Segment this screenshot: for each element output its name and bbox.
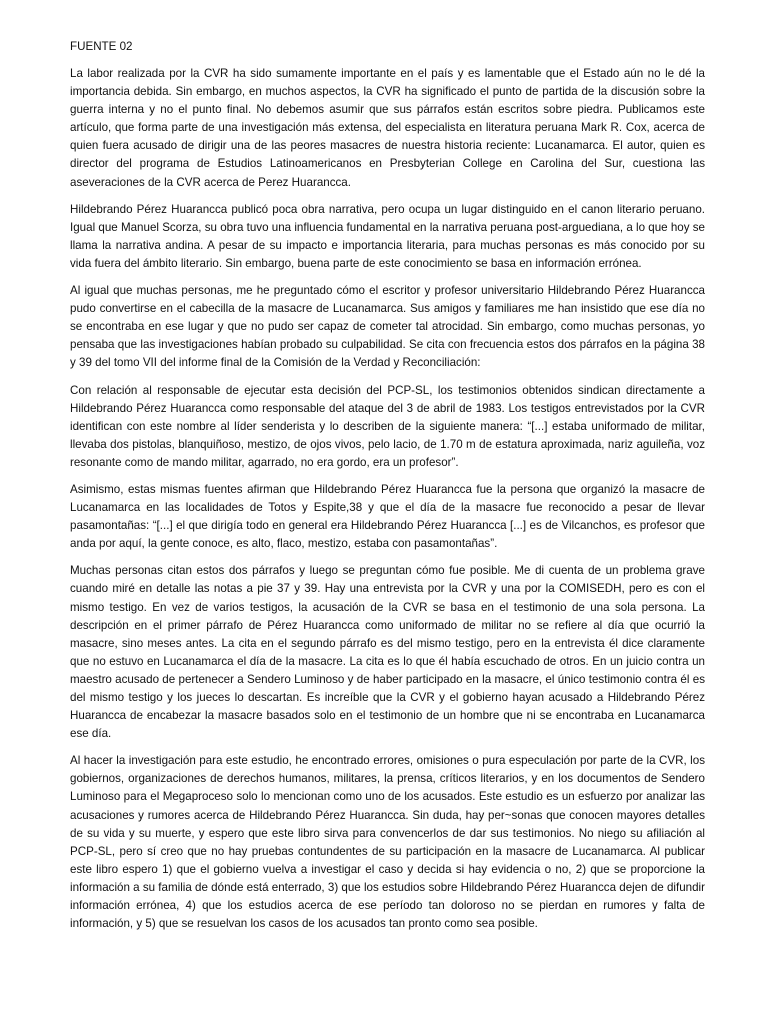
- paragraph-cvr-quote-2: Asimismo, estas mismas fuentes afirman que Hildebrando Pérez Huarancca fue la persona que organizó la masacre de Lucanamarca en las localidades de Totos y Espite,38 y que el día de la masacre fue reconocido a pesar de llevar pasamontañas: “[...] el que dirigía todo en general era Hildebrando Pérez Huarancca [...] es de Vilcanchos, es profesor que anda por aquí, la gente conoce, es alto, flaco, mestizo, estaba con pasamontañas”.: [70, 482, 705, 551]
- paragraph-intro: La labor realizada por la CVR ha sido sumamente importante en el país y es lamentable que el Estado aún no le dé la importancia debida. Sin embargo, en muchos aspectos, la CVR ha significado el punto de partida de la discusión sobre la guerra interna y no el punto final. No debemos asumir que sus párrafos están escritos sobre piedra. Publicamos este artículo, que forma parte de una investigación más extensa, del especialista en literatura peruana Mark R. Cox, acerca de quien fuera acusado de dirigir una de las peores masacres de nuestra historia reciente: Lucanamarca. El autor, quien es director del programa de Estudios Latinoamericanos en Presbyterian College en Carolina del Sur, cuestiona las aseveraciones de la CVR acerca de Perez Huarancca.: [70, 67, 705, 189]
- paragraph-author-overview: Hildebrando Pérez Huarancca publicó poca obra narrativa, pero ocupa un lugar distinguido en el canon literario peruano. Igual que Manuel Scorza, su obra tuvo una influencia fundamental en la narrativa peruana post-arguediana, a lo que hoy se llama la narrativa andina. A pesar de su impacto e importancia literaria, para muchas personas es más conocido por su vida fuera del ámbito literario. Sin embargo, buena parte de este conocimiento se basa en información errónea.: [70, 202, 705, 270]
- document-page: [70, 38, 705, 942]
- paragraph-question: Al igual que muchas personas, me he preguntado cómo el escritor y profesor universitario Hildebrando Pérez Huarancca pudo convertirse en el cabecilla de la masacre de Lucanamarca. Sus amigos y familiares me han insistido que ese día no se encontraba en ese lugar y que no pudo ser capaz de cometer tal atrocidad. Sin embargo, como muchas personas, yo pensaba que las investigaciones habían probado su culpabilidad. Se cita con frecuencia estos dos párrafos en la página 38 y 39 del tomo VII del informe final de la Comisión de la Verdad y Reconciliación:: [70, 284, 705, 370]
- paragraph-conclusion: Al hacer la investigación para este estudio, he encontrado errores, omisiones o pura especulación por parte de la CVR, los gobiernos, organizaciones de derechos humanos, militares, la prensa, críticos literarios, y en los documentos de Sendero Luminoso para el Megaproceso solo lo mencionan como uno de los acusados. Este estudio es un esfuerzo por analizar las acusaciones y rumores acerca de Hildebrando Pérez Huarancca. Sin duda, hay per~sonas que conocen mayores detalles de su vida y su muerte, y espero que este libro sirva para convencerlos de dar sus testimonios. No niego su afiliación al PCP-SL, pero sí creo que no hay pruebas contundentes de su participación en la masacre de Lucanamarca. Al publicar este libro espero 1) que el gobierno vuelva a investigar el caso y decida si hay evidencia o no, 2) que se proporcione la información a su familia de dónde está enterrado, 3) que los estudios sobre Hildebrando Pérez Huarancca dejen de difundir información errónea, 4) que los estudios acerca de ese período tan doloroso no se pierdan en rumores y falta de información, y 5) que se resuelvan los casos de los acusados tan pronto como sea posible.: [70, 754, 705, 931]
- document-title: FUENTE 02: [70, 40, 133, 53]
- paragraph-cvr-quote-1: Con relación al responsable de ejecutar esta decisión del PCP-SL, los testimonios obtenidos sindican directamente a Hildebrando Pérez Huarancca como responsable del ataque del 3 de abril de 1983. Los testigos entrevistados por la CVR identifican con este nombre al líder senderista y lo describen de la siguiente manera: “[...] estaba uniformado de militar, llevaba dos pistolas, blanquiñoso, mestizo, de ojos vivos, pelo lacio, de 1.70 m de estatura aproximada, nariz aguileña, voz resonante como de mando militar, agarrado, no era gordo, era un profesor”.: [70, 383, 705, 469]
- paragraph-analysis: Muchas personas citan estos dos párrafos y luego se preguntan cómo fue posible. Me di cuenta de un problema grave cuando miré en detalle las notas a pie 37 y 39. Hay una entrevista por la CVR y una por la COMISEDH, pero es con el mismo testigo. En vez de varios testigos, la acusación de la CVR se basa en el testimonio de una sola persona. La descripción en el primer párrafo de Pérez Huarancca como uniformado de militar no se refiere al día que ocurrió la masacre, sino meses antes. La cita en el segundo párrafo es del mismo testigo, pero en la entrevista él dice claramente que no estuvo en Lucanamarca el día de la masacre. La cita es lo que él había escuchado de otros. En un juicio contra un maestro acusado de pertenecer a Sendero Luminoso y de haber participado en la masacre, el único testimonio contra él es del mismo testigo y los jueces lo descartan. Es increíble que la CVR y el gobierno hayan acusado a Hildebrando Pérez Huarancca de encabezar la masacre basados solo en el testimonio de un hombre que ni se encontraba en Lucanamarca ese día.: [70, 564, 705, 741]
